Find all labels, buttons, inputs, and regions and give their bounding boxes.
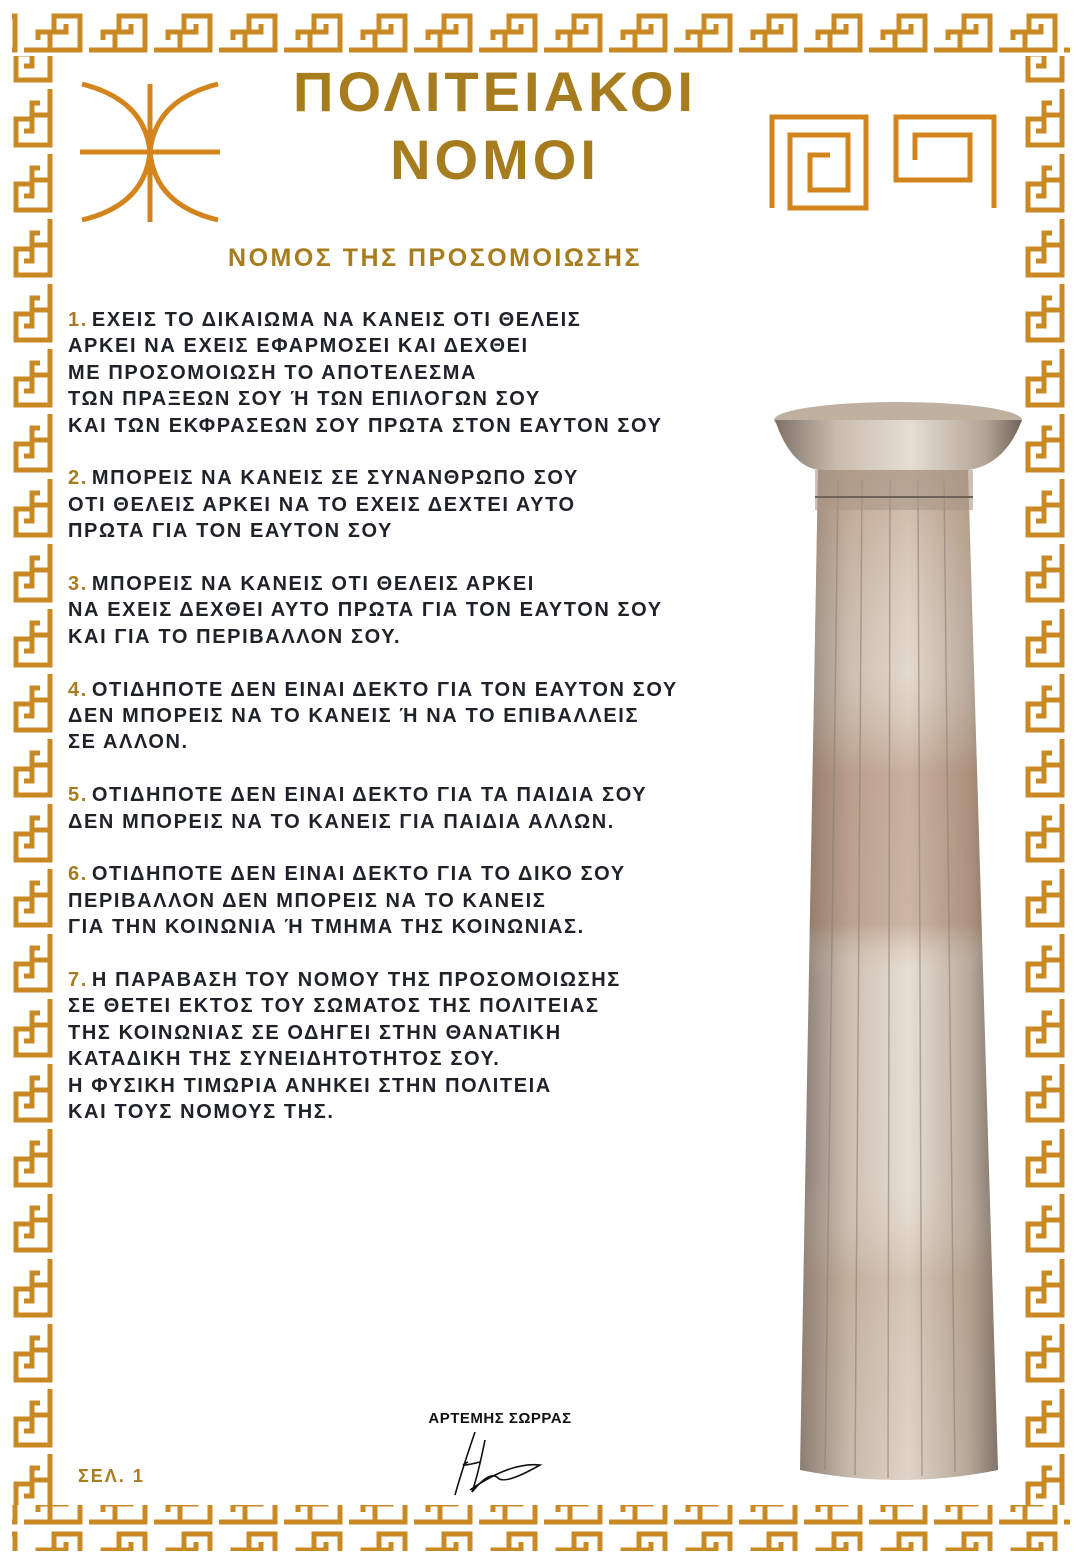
law-line [68,360,808,386]
law-text: ΣΕ ΘΕΤΕΙ ΕΚΤΟΣ ΤΟΥ ΣΩΜΑΤΟΣ ΤΗΣ ΠΟΛΙΤΕΙΑΣ [68,995,600,1018]
law-line [68,1020,808,1046]
law-text: ΕΧΕΙΣ ΤΟ ΔΙΚΑΙΩΜΑ ΝΑ ΚΑΝΕΙΣ ΟΤΙ ΘΕΛΕΙΣ [91,309,582,331]
page-number: ΣΕΛ. 1 [78,1466,145,1486]
law-line [68,914,808,940]
law-line [68,307,808,333]
law-text: ΟΤΙΔΗΠΟΤΕ ΔΕΝ ΕΙΝΑΙ ΔΕΚΤΟ ΓΙΑ ΤΑ ΠΑΙΔΙΑ ΣΟΥ [91,784,648,807]
law-line [68,888,808,914]
law-text: ΚΑΤΑΔΙΚΗ ΤΗΣ ΣΥΝΕΙΔΗΤΟΤΗΤΟΣ ΣΟΥ. [68,1048,501,1071]
laws-list [68,307,808,1152]
law-line [68,571,808,597]
law-paragraph [68,677,808,756]
law-text: ΚΑΙ ΤΩΝ ΕΚΦΡΑΣΕΩΝ ΣΟΥ ΠΡΩΤΑ ΣΤΟΝ ΕΑΥΤΟΝ ΣΟΥ [68,414,663,437]
law-text: ΜΠΟΡΕΙΣ ΝΑ ΚΑΝΕΙΣ ΟΤΙ ΘΕΛΕΙΣ ΑΡΚΕΙ [91,573,535,596]
law-text: ΔΕΝ ΜΠΟΡΕΙΣ ΝΑ ΤΟ ΚΑΝΕΙΣ Ή ΝΑ ΤΟ ΕΠΙΒΑΛΛΕΙΣ [68,705,640,728]
doric-column-image [774,402,1022,1480]
law-line [68,967,808,993]
law-text: Η ΠΑΡΑΒΑΣΗ ΤΟΥ ΝΟΜΟΥ ΤΗΣ ΠΡΟΣΟΜΟΙΩΣΗΣ [91,969,621,992]
border-bottom [12,1505,1070,1551]
law-text: ΤΩΝ ΠΡΑΞΕΩΝ ΣΟΥ Ή ΤΩΝ ΕΠΙΛΟΓΩΝ ΣΟΥ [68,388,541,411]
law-line [68,413,808,439]
law-text: ΜΠΟΡΕΙΣ ΝΑ ΚΑΝΕΙΣ ΣΕ ΣΥΝΑΝΘΡΩΠΟ ΣΟΥ [91,467,579,490]
law-line [68,703,808,729]
law-line [68,518,808,544]
law-paragraph [68,465,808,544]
law-text: ΝΑ ΕΧΕΙΣ ΔΕΧΘΕΙ ΑΥΤΟ ΠΡΩΤΑ ΓΙΑ ΤΟΝ ΕΑΥΤΟΝ ΣΟΥ [68,599,663,622]
law-line [68,993,808,1019]
subtitle: ΝΟΜΟΣ ΤΗΣ ΠΡΟΣΟΜΟΙΩΣΗΣ [228,244,642,272]
border-left [10,56,56,1505]
law-line [68,861,808,887]
law-text: ΚΑΙ ΓΙΑ ΤΟ ΠΕΡΙΒΑΛΛΟΝ ΣΟΥ. [68,625,402,648]
meander-squares-icon [772,117,994,208]
law-line [68,809,808,835]
law-paragraph [68,571,808,650]
law-text: ΟΤΙ ΘΕΛΕΙΣ ΑΡΚΕΙ ΝΑ ΤΟ ΕΧΕΙΣ ΔΕΧΤΕΙ ΑΥΤΟ [68,493,576,516]
law-paragraph [68,782,808,835]
star-symbol-icon [80,84,220,222]
law-line [68,492,808,518]
law-text: ΑΡΚΕΙ ΝΑ ΕΧΕΙΣ ΕΦΑΡΜΟΣΕΙ ΚΑΙ ΔΕΧΘΕΙ [68,335,529,358]
border-right [1024,56,1070,1505]
law-line [68,386,808,412]
title-line-1: ΠΟΛΙΤΕΙΑΚΟΙ [293,60,697,123]
author-name: ΑΡΤΕΜΗΣ ΣΩΡΡΑΣ [428,1410,572,1427]
law-line [68,597,808,623]
law-line [68,465,808,491]
law-number: 5. [68,784,88,807]
law-text: ΔΕΝ ΜΠΟΡΕΙΣ ΝΑ ΤΟ ΚΑΝΕΙΣ ΓΙΑ ΠΑΙΔΙΑ ΑΛΛΩΝ. [68,810,615,833]
law-line [68,677,808,703]
law-text: ΤΗΣ ΚΟΙΝΩΝΙΑΣ ΣΕ ΟΔΗΓΕΙ ΣΤΗΝ ΘΑΝΑΤΙΚΗ [68,1021,562,1044]
law-text: ΣΕ ΑΛΛΟΝ. [68,731,189,754]
law-text: ΟΤΙΔΗΠΟΤΕ ΔΕΝ ΕΙΝΑΙ ΔΕΚΤΟ ΓΙΑ ΤΟΝ ΕΑΥΤΟΝ ΣΟΥ [91,678,678,701]
law-line [68,782,808,808]
law-number: 3. [68,573,88,596]
law-line [68,1046,808,1072]
law-text: ΜΕ ΠΡΟΣΟΜΟΙΩΣΗ ΤΟ ΑΠΟΤΕΛΕΣΜΑ [68,361,478,384]
law-text: Η ΦΥΣΙΚΗ ΤΙΜΩΡΙΑ ΑΝΗΚΕΙ ΣΤΗΝ ΠΟΛΙΤΕΙΑ [68,1074,552,1097]
law-text: ΠΡΩΤΑ ΓΙΑ ΤΟΝ ΕΑΥΤΟΝ ΣΟΥ [68,520,394,543]
law-number: 7. [68,969,88,992]
law-number: 4. [68,678,88,701]
law-number: 1. [68,309,88,331]
signature-image [455,1432,540,1495]
law-text: ΚΑΙ ΤΟΥΣ ΝΟΜΟΥΣ ΤΗΣ. [68,1101,335,1124]
law-line [68,729,808,755]
law-paragraph [68,861,808,940]
law-paragraph [68,307,808,439]
law-text: ΠΕΡΙΒΑΛΛΟΝ ΔΕΝ ΜΠΟΡΕΙΣ ΝΑ ΤΟ ΚΑΝΕΙΣ [68,889,547,912]
border-top [12,10,1070,56]
title-line-2: ΝΟΜΟΙ [390,128,600,191]
law-line [68,624,808,650]
law-paragraph [68,967,808,1125]
law-text: ΟΤΙΔΗΠΟΤΕ ΔΕΝ ΕΙΝΑΙ ΔΕΚΤΟ ΓΙΑ ΤΟ ΔΙΚΟ ΣΟΥ [91,863,626,886]
law-line [68,1099,808,1125]
law-number: 2. [68,467,88,490]
law-line [68,333,808,359]
law-line [68,1073,808,1099]
law-number: 6. [68,863,88,886]
law-text: ΓΙΑ ΤΗΝ ΚΟΙΝΩΝΙΑ Ή ΤΜΗΜΑ ΤΗΣ ΚΟΙΝΩΝΙΑΣ. [68,916,585,939]
